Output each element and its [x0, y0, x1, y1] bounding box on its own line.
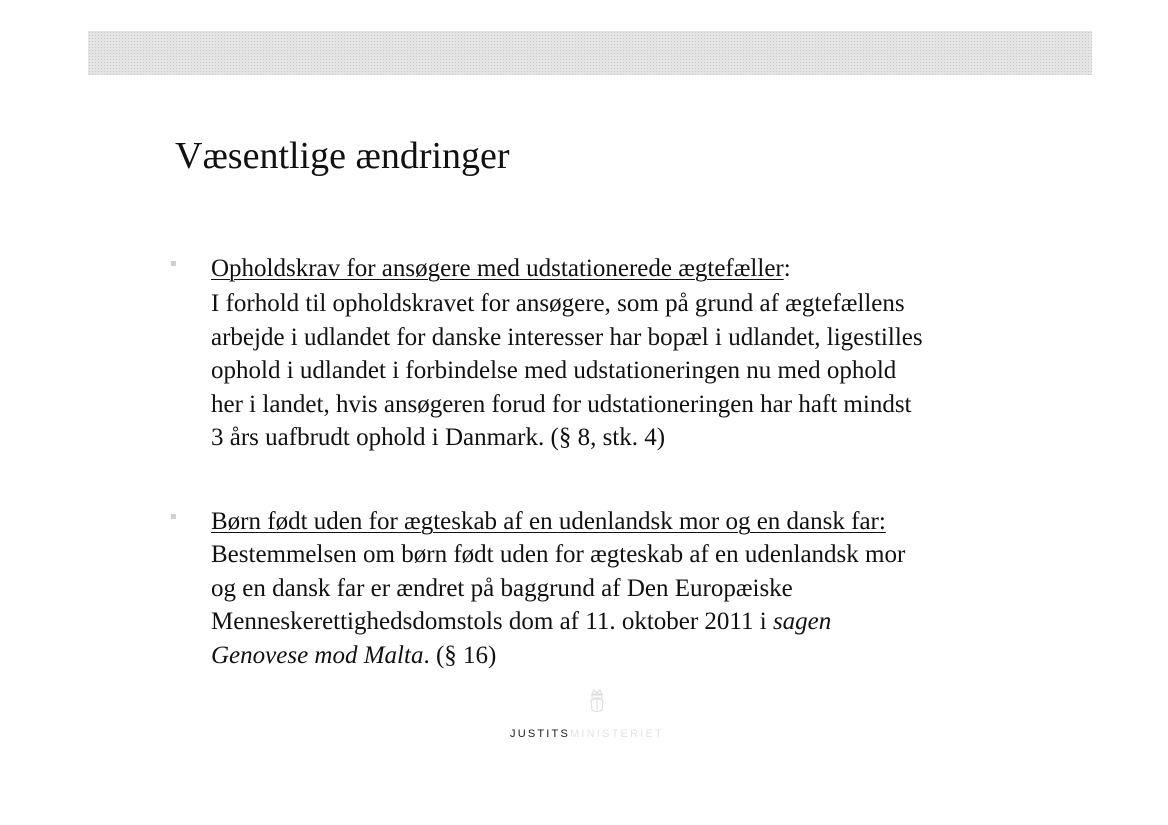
body-line: 3 års uafbrudt ophold i Danmark. (§ 8, stk. 4) [211, 424, 666, 451]
body-line-tail: . (§ 16) [423, 641, 497, 669]
bullet-icon: ▪ [170, 511, 177, 522]
footer-logo [510, 724, 664, 738]
case-name-part-2: Genovese mod Malta [211, 641, 424, 669]
section-heading-text: Børn født uden for ægteskab af en udenlandsk mor og en dansk far: [211, 508, 886, 535]
bullet-icon: ▪ [170, 258, 177, 269]
footer-logo-bold: JUSTITS [510, 728, 571, 740]
section-heading [211, 252, 1030, 285]
case-name-part-1: sagen [772, 608, 832, 635]
body-line-text: Menneskerettighedsdomstols dom af 11. oktober 2011 i [211, 608, 773, 635]
section-boern-foedt [170, 505, 1030, 672]
body-line: I forhold til opholdskravet for ansøgere, som på grund af ægtefællens [211, 290, 905, 317]
section-body [211, 538, 1030, 672]
body-line: her i landet, hvis ansøgeren forud for udstationeringen har haft mindst [211, 390, 912, 418]
body-line: Bestemmelsen om børn født uden for ægteskab af en udenlandsk mor [211, 541, 906, 568]
body-line: og en dansk far er ændret på baggrund af Den Europæiske [211, 574, 793, 602]
slide-title: Væsentlige ændringer [175, 135, 510, 177]
body-line [211, 605, 1030, 639]
body-line: ophold i udlandet i forbindelse med udstationeringen nu med ophold [211, 357, 897, 384]
section-heading-suffix: : [783, 255, 791, 282]
footer-logo-faint: MINISTERIET [570, 728, 664, 740]
section-heading [211, 505, 1030, 538]
body-line [211, 639, 1030, 673]
section-heading-text: Opholdskrav for ansøgere med udstationerede ægtefæller [211, 255, 784, 282]
section-body [211, 287, 1030, 455]
section-udstationerede [170, 252, 1030, 455]
crown-crest-icon [588, 688, 606, 714]
header-band [88, 31, 1092, 75]
body-line: arbejde i udlandet for danske interesser har bopæl i udlandet, ligestilles [211, 323, 923, 351]
